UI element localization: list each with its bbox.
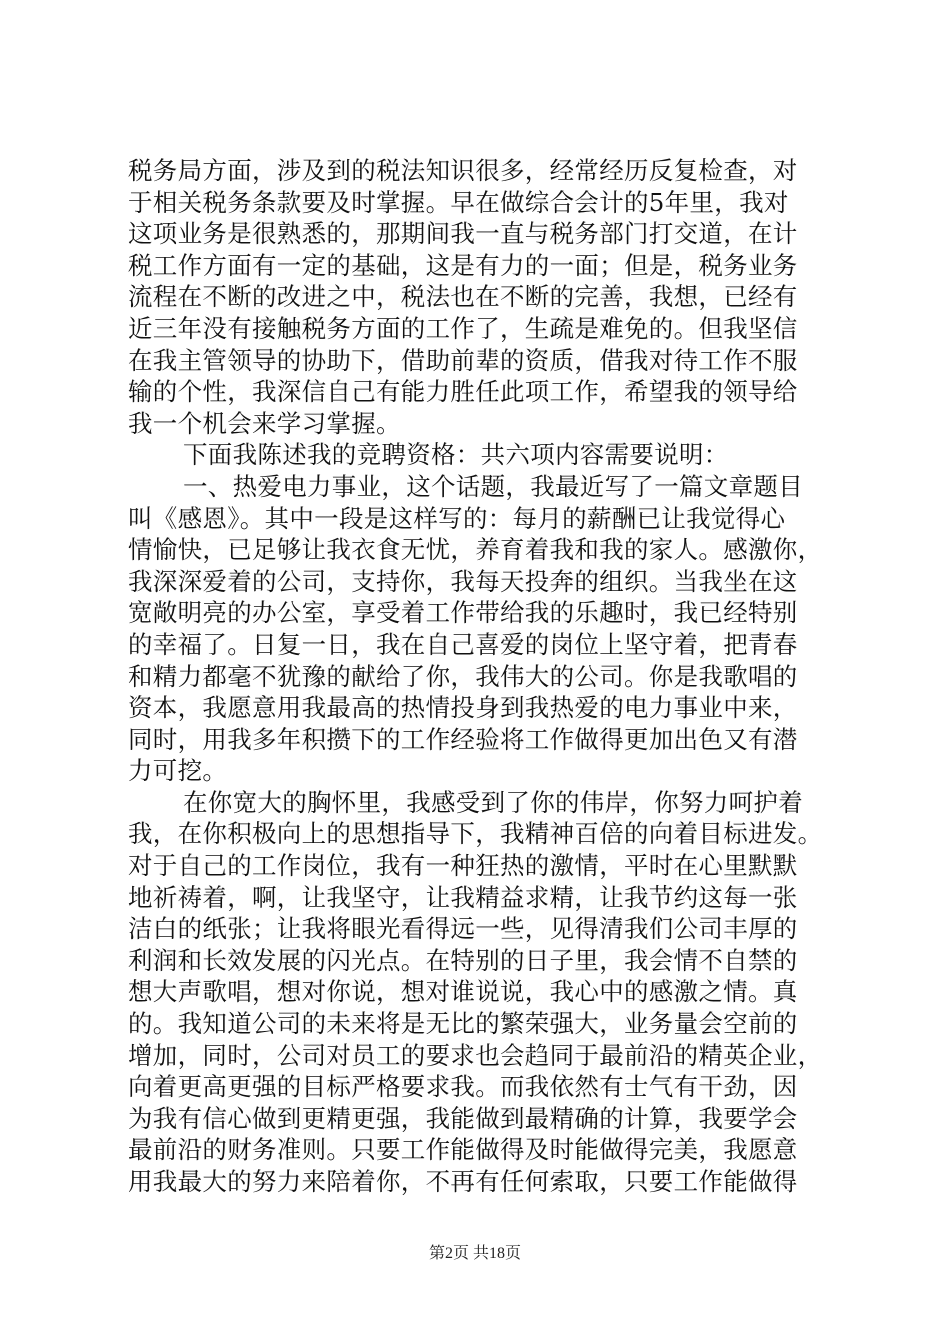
text-line: 最前沿的财务准则。只要工作能做得及时能做得完美，我愿意 bbox=[128, 1135, 798, 1165]
text-line: 想大声歌唱，想对你说，想对谁说说，我心中的感激之情。真 bbox=[128, 977, 798, 1007]
text-line: 的幸福了。日复一日，我在自己喜爱的岗位上坚守着，把青春 bbox=[128, 629, 798, 659]
text-line: 宽敞明亮的办公室，享受着工作带给我的乐趣时，我已经特别 bbox=[128, 598, 798, 628]
text-line: 同时，用我多年积攒下的工作经验将工作做得更加出色又有潜 bbox=[128, 724, 798, 754]
text-line: 地祈祷着，啊，让我坚守，让我精益求精，让我节约这每一张 bbox=[128, 882, 798, 912]
page-number: 第2页 共18页 bbox=[428, 1245, 521, 1262]
text-line: 叫《感恩》。其中一段是这样写的：每月的薪酬已让我觉得心 bbox=[128, 503, 786, 533]
paragraph-start-line: 下面我陈述我的竞聘资格：共六项内容需要说明： bbox=[183, 440, 729, 470]
text-line: 利润和长效发展的闪光点。在特别的日子里，我会情不自禁的 bbox=[128, 945, 798, 975]
text-line: 对于自己的工作岗位，我有一种狂热的激情，平时在心里默默 bbox=[128, 851, 798, 881]
text-line: 力可挖。 bbox=[128, 756, 228, 786]
text-line: 用我最大的努力来陪着你，不再有任何索取，只要工作能做得 bbox=[128, 1167, 798, 1196]
text-line: 和精力都毫不犹豫的献给了你，我伟大的公司。你是我歌唱的 bbox=[128, 661, 798, 691]
text-line: 我，在你积极向上的思想指导下，我精神百倍的向着目标进发。 bbox=[128, 819, 823, 849]
text-line: 我深深爱着的公司，支持你，我每天投奔的组织。当我坐在这 bbox=[128, 566, 798, 596]
text-line: 于相关税务条款要及时掌握。早在做综合会计的5年里，我对 bbox=[128, 187, 789, 217]
text-line: 这项业务是很熟悉的，那期间我一直与税务部门打交道，在计 bbox=[128, 219, 798, 249]
text-line: 输的个性，我深信自己有能力胜任此项工作，希望我的领导给 bbox=[128, 377, 798, 407]
text-line: 向着更高更强的目标严格要求我。而我依然有士气有干劲，因 bbox=[128, 1072, 798, 1102]
paragraph-start-line: 一、热爱电力事业，这个话题，我最近写了一篇文章题目 bbox=[183, 471, 803, 501]
text-line: 在我主管领导的协助下，借助前辈的资质，借我对待工作不服 bbox=[128, 345, 798, 375]
page-footer bbox=[0, 1244, 950, 1264]
text-line: 流程在不断的改进之中，税法也在不断的完善，我想，已经有 bbox=[128, 282, 798, 312]
text-line: 近三年没有接触税务方面的工作了，生疏是难免的。但我坚信 bbox=[128, 313, 798, 343]
text-line: 我一个机会来学习掌握。 bbox=[128, 408, 401, 438]
text-line: 增加，同时，公司对员工的要求也会趋同于最前沿的精英企业， bbox=[128, 1040, 823, 1070]
text-line: 资本，我愿意用我最高的热情投身到我热爱的电力事业中来， bbox=[128, 693, 798, 723]
paragraph-start-line: 在你宽大的胸怀里，我感受到了你的伟岸，你努力呵护着 bbox=[183, 787, 803, 817]
text-line: 税务局方面，涉及到的税法知识很多，经常经历反复检查，对 bbox=[128, 156, 798, 185]
text-line: 为我有信心做到更精更强，我能做到最精确的计算，我要学会 bbox=[128, 1103, 798, 1133]
text-line: 洁白的纸张；让我将眼光看得远一些，见得清我们公司丰厚的 bbox=[128, 914, 798, 944]
text-line: 情愉快，已足够让我衣食无忧，养育着我和我的家人。感激你， bbox=[128, 535, 823, 565]
text-line: 的。我知道公司的未来将是无比的繁荣强大，业务量会空前的 bbox=[128, 1009, 798, 1039]
text-line: 税工作方面有一定的基础，这是有力的一面；但是，税务业务 bbox=[128, 250, 798, 280]
body-text bbox=[128, 155, 828, 1198]
